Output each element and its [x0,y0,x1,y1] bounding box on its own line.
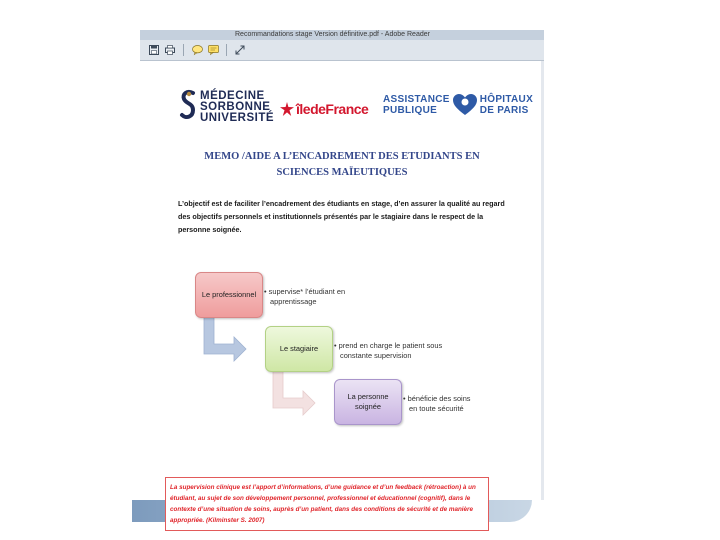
document-title-line1: MEMO /AIDE A L’ENCADREMENT DES ETUDIANTS EN [204,151,480,162]
aphp-right-line1: HÔPITAUX [479,94,534,105]
aphp-logo [383,94,533,116]
pdf-page [140,61,544,524]
msu-line1: MÉDECINE [200,89,265,102]
document-title [140,149,544,181]
bullet-professionnel-line1: • supervise* l’étudiant en [264,287,346,296]
toolbar [140,40,544,61]
iledefrance-text: îledeFrance [296,101,369,117]
toolbar-separator [183,44,184,56]
box-stagiaire: Le stagiaire [265,326,333,372]
box-personne-soignee: La personne soignée [334,379,402,425]
bullet-personne [403,394,471,414]
sorbonne-emblem-icon [180,89,196,125]
window-title: Recommandations stage Version définitive.pdf - Adobe Reader [140,30,544,40]
save-icon[interactable] [148,44,160,56]
msu-line3: UNIVERSITÉ [200,111,275,124]
print-icon[interactable] [164,44,176,56]
bullet-stagiaire [334,341,442,361]
bullet-personne-line2: en toute sécurité [409,404,464,413]
iledefrance-logo [280,101,368,117]
expand-icon[interactable] [234,44,246,56]
aphp-left-line1: ASSISTANCE [383,94,450,105]
supervision-definition-box: La supervision clinique est l’apport d’informations, d’une guidance et d’un feedback (rétroaction) à un étudiant, au sujet de son développement personnel, professionnel et éducationnel (cognitif), dans le contexte d’une situation de soins, auprès d’un patient, dans des conditions de sécurité et de manière appropriée. (Kilminster S. 2007) [165,477,489,531]
aphp-heart-icon [453,94,477,116]
toolbar-separator [226,44,227,56]
bullet-stagiaire-line2: constante supervision [340,351,412,360]
msu-line2: SORBONNE [200,100,271,113]
bullet-stagiaire-line1: • prend en charge le patient sous [334,341,443,350]
box-professionnel: Le professionnel [195,272,263,318]
page-edge [541,61,544,500]
star-icon [280,102,294,116]
pdf-reader-window [140,30,544,524]
aphp-left-line2: PUBLIQUE [383,105,438,116]
sticky-note-icon[interactable] [207,44,219,56]
document-title-line2: SCIENCES MAÏEUTIQUES [276,167,408,178]
arrow-stagiaire-to-personne [269,370,319,420]
arrow-pro-to-stagiaire [200,316,250,366]
bullet-personne-line1: • bénéficie des soins [403,394,471,403]
comment-icon[interactable] [191,44,203,56]
aphp-right-line2: DE PARIS [479,105,529,116]
bullet-professionnel [264,287,345,307]
intro-paragraph: L’objectif est de faciliter l’encadrement des étudiants en stage, d’en assurer la qualité au regard des objectifs personnels et institutionnels présentés par le stagiaire dans le respect de la personne soignée. [178,199,505,234]
bullet-professionnel-line2: apprentissage [270,297,317,306]
medecine-sorbonne-logo [180,89,274,125]
